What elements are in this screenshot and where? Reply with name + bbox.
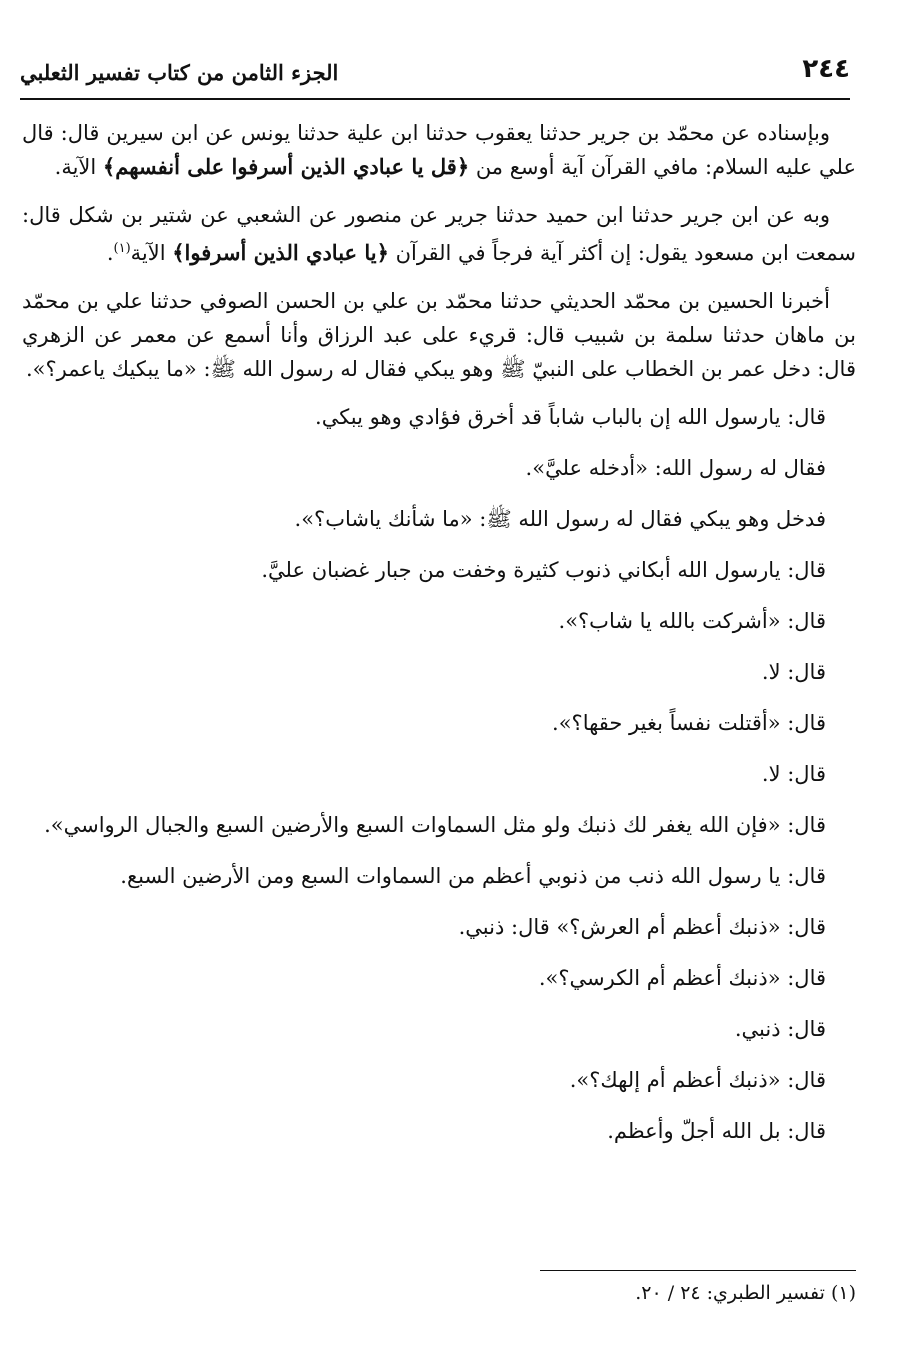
dialogue-line-9: قال: «فإن الله يغفر لك ذنبك ولو مثل السماوات السبع والأرضين السبع والجبال الرواسي». <box>44 813 826 837</box>
dialogue-line-3: فدخل وهو يبكي فقال له رسول الله ﷺ: «ما شأنك ياشاب؟». <box>294 507 826 531</box>
quran-quote-1: ﴿قل يا عبادي الذين أسرفوا على أنفسهم﴾ <box>102 154 470 179</box>
dialogue-line-2: فقال له رسول الله: «أدخله عليَّ». <box>525 456 826 480</box>
dialogue-line-8: قال: لا. <box>761 762 826 786</box>
paragraph-2-end: الآية <box>130 241 173 265</box>
dialogue-line-4: قال: يارسول الله أبكاني ذنوب كثيرة وخفت من جبار غضبان عليَّ. <box>261 558 826 582</box>
dialogue-line-10: قال: يا رسول الله ذنب من ذنوبي أعظم من السماوات السبع ومن الأرضين السبع. <box>120 864 826 888</box>
dialogue-line-12: قال: «ذنبك أعظم أم الكرسي؟». <box>538 966 826 990</box>
footnote-marker[interactable]: (١) <box>113 241 131 256</box>
paragraph-2-tail: . <box>106 241 114 265</box>
paragraph-1-end: الآية. <box>54 155 103 179</box>
paragraph-2 <box>22 198 856 270</box>
paragraph-1 <box>22 116 856 184</box>
page-number: ٢٤٤ <box>802 54 850 84</box>
footnote-divider <box>540 1270 856 1271</box>
paragraph-1-text: وبإسناده عن محمّد بن جرير حدثنا يعقوب حدثنا ابن علية حدثنا يونس عن ابن سيرين قال: قال علي عليه السلام: مافي القرآن آية أوسع من <box>22 121 856 179</box>
dialogue-line-1: قال: يارسول الله إن بالباب شاباً قد أخرق فؤادي وهو يبكي. <box>315 405 826 429</box>
dialogue-line-6: قال: لا. <box>761 660 826 684</box>
running-title: الجزء الثامن من كتاب تفسير الثعلبي <box>20 60 339 85</box>
paragraph-3: أخبرنا الحسين بن محمّد الحديثي حدثنا محمّد بن علي بن الحسن الصوفي حدثنا علي بن محمّد بن ماهان حدثنا سلمة بن شبيب قال: قريء على عبد الرزاق وأنا أسمع عن معمر عن الزهري قال: دخل عمر بن الخطاب على النبيّ ﷺ وهو يبكي فقال له رسول الله ﷺ: «ما يبكيك ياعمر؟». <box>22 289 856 381</box>
main-text <box>22 116 856 1165</box>
dialogue-line-14: قال: «ذنبك أعظم أم إلهك؟». <box>569 1068 826 1092</box>
paragraph-2-text: وبه عن ابن جرير حدثنا ابن حميد حدثنا جرير عن منصور عن الشعبي عن شتير بن شكل قال: سمعت ابن مسعود يقول: إن أكثر آية فرجاً في القرآن <box>22 203 856 265</box>
footnote: (١) تفسير الطبري: ٢٤ / ٢٠. <box>635 1282 856 1304</box>
dialogue-line-15: قال: بل الله أجلّ وأعظم. <box>607 1119 826 1143</box>
dialogue-line-7: قال: «أقتلت نفساً بغير حقها؟». <box>552 711 826 735</box>
dialogue-line-13: قال: ذنبي. <box>734 1017 826 1041</box>
dialogue-line-11: قال: «ذنبك أعظم أم العرش؟» قال: ذنبي. <box>458 915 826 939</box>
page-header <box>20 54 850 100</box>
dialogue-line-5: قال: «أشركت بالله يا شاب؟». <box>558 609 826 633</box>
quran-quote-2: ﴿يا عبادي الذين أسرفوا﴾ <box>172 240 389 265</box>
